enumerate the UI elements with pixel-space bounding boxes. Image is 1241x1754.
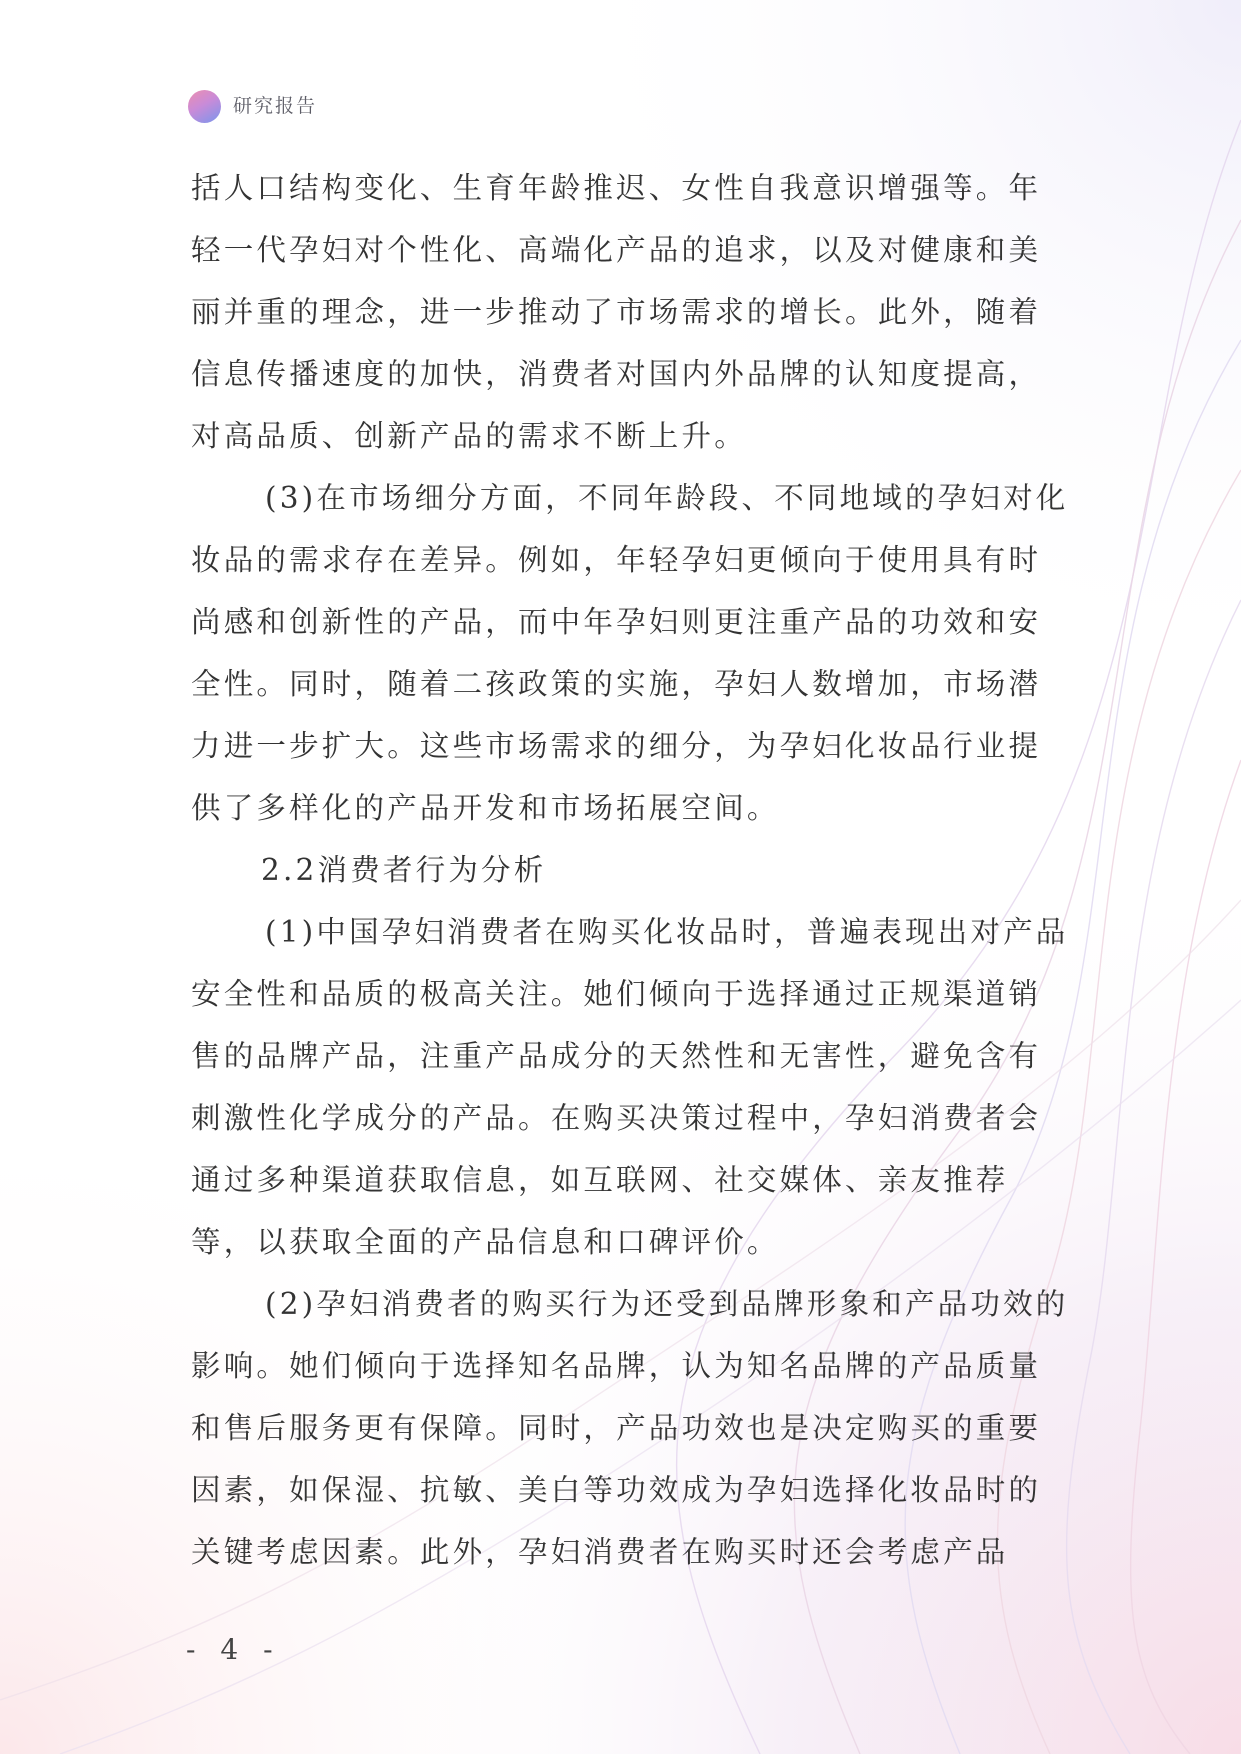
header-label: 研究报告 xyxy=(233,95,318,117)
paragraph-consumer-safety-focus: (1)中国孕妇消费者在购买化妆品时，普遍表现出对产品安全性和品质的极高关注。她们倾向于选择通过正规渠道销售的品牌产品，注重产品成分的天然性和无害性，避免含有刺激性化学成分的产品。在购买决策过程中，孕妇消费者会通过多种渠道获取信息，如互联网、社交媒体、亲友推荐等，以获取全面的产品信息和口碑评价。 xyxy=(191,915,1069,1259)
paragraph-continued: 括人口结构变化、生育年龄推迟、女性自我意识增强等。年轻一代孕妇对个性化、高端化产品的追求，以及对健康和美丽并重的理念，进一步推动了市场需求的增长。此外，随着信息传播速度的加快，消费者对国内外品牌的认知度提高，对高品质、创新产品的需求不断上升。 xyxy=(191,171,1042,453)
report-logo-icon xyxy=(188,90,221,123)
report-header xyxy=(188,89,317,123)
report-body xyxy=(191,157,1071,1583)
paragraph-brand-and-efficacy: (2)孕妇消费者的购买行为还受到品牌形象和产品功效的影响。她们倾向于选择知名品牌，认为知名品牌的产品质量和售后服务更有保障。同时，产品功效也是决定购买的重要因素，如保湿、抗敏、美白等功效成为孕妇选择化妆品时的关键考虑因素。此外，孕妇消费者在购买时还会考虑产品 xyxy=(191,1287,1069,1569)
paragraph-market-segmentation: (3)在市场细分方面，不同年龄段、不同地域的孕妇对化妆品的需求存在差异。例如，年轻孕妇更倾向于使用具有时尚感和创新性的产品，而中年孕妇则更注重产品的功效和安全性。同时，随着二孩政策的实施，孕妇人数增加，市场潜力进一步扩大。这些市场需求的细分，为孕妇化妆品行业提供了多样化的产品开发和市场拓展空间。 xyxy=(191,481,1069,825)
section-heading-consumer-behavior: 2.2消费者行为分析 xyxy=(261,853,547,887)
page-number: - 4 - xyxy=(186,1633,281,1666)
